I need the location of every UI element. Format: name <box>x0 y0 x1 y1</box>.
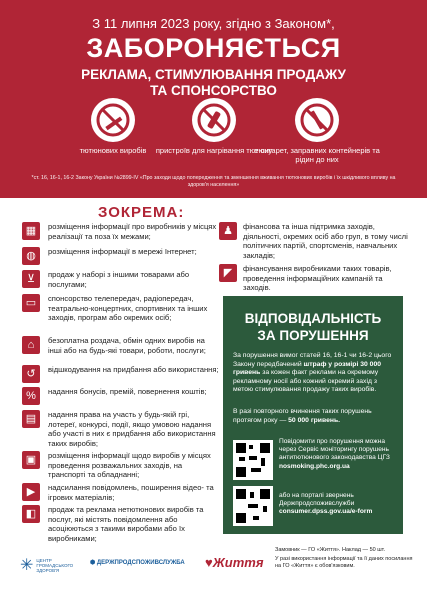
store-icon: ▦ <box>22 222 40 240</box>
video-icon: ▶ <box>22 483 40 501</box>
ticket-icon: ▤ <box>22 410 40 428</box>
header-banner <box>0 0 427 198</box>
subtitle-line-1: РЕКЛАМА, СТИМУЛЮВАННЯ ПРОДАЖУ <box>81 67 346 82</box>
responsibility-title: ВІДПОВІДАЛЬНІСТЬ ЗА ПОРУШЕННЯ <box>244 311 382 343</box>
sponsor-icon: ♟ <box>219 222 237 240</box>
subtitle-line-2: ТА СПОНСОРСТВО <box>150 83 277 98</box>
order-info: Замовник — ГО «Життя». Наклад — 50 шт. У разі використання інформації та її даних посилання на ГО «Життя» є обов'язковим. <box>275 547 413 569</box>
section-heading: ЗОКРЕМА: <box>98 204 185 221</box>
ban-label-ecigarettes: е-сигарет, заправних контейнерів та рідин до них <box>254 146 380 164</box>
product-icon: ◧ <box>22 505 40 523</box>
fine-text: За порушення вимог статей 16, 16-1 чи 16-2 цього Закону передбачений штраф у розмірі 30 000 гривень за кожен факт реклами на окремому рекламному носії або кожний окремий захід з метою стимулювання продажу таких виробів. <box>233 352 392 394</box>
report-text-phc: Повідомити про порушення можна через Сервіс моніторингу порушень антитютюнового законодавства ЦГЗ nosmoking.phc.org.ua <box>279 438 390 470</box>
gift-icon: ⌂ <box>22 336 40 354</box>
ban-item-ecigarettes <box>252 98 382 164</box>
logo-phc: ✳ ЦЕНТР ГРОМАДСЬКОГО ЗДОРОВ'Я <box>20 557 74 574</box>
no-cigarette-icon <box>91 98 135 142</box>
logo-dpss-icon: ⬢ <box>90 560 97 566</box>
page-title: ЗАБОРОНЯЄТЬСЯ <box>86 33 341 63</box>
logo-phc-icon: ✳ <box>20 557 34 574</box>
refund-icon: ↺ <box>22 365 40 383</box>
ban-label-heaters: пристроїв для нагрівання тютюну <box>155 146 273 155</box>
intro-text: З 11 липня 2023 року, згідно з Законом*, <box>92 16 335 31</box>
megaphone-icon: ◤ <box>219 264 237 282</box>
logo-dpss: ⬢ ДЕРЖПРОДСПОЖИВСЛУЖБА <box>90 560 185 566</box>
footnote: *ст. 16, 16-1, 16-2 Закону України №2899-IV «Про заходи щодо попередження та зменшення вживання тютюнових виробів і їх шкідливого впливу на здоров'я населення» <box>31 175 396 188</box>
qr-code-icon[interactable] <box>233 440 273 480</box>
heart-icon: ♥ <box>205 555 213 570</box>
globe-icon: ◍ <box>22 247 40 265</box>
no-heater-icon <box>192 98 236 142</box>
responsibility-box <box>223 296 403 534</box>
footer <box>0 545 427 600</box>
qr-code-icon[interactable] <box>233 486 273 526</box>
tv-icon: ▭ <box>22 294 40 312</box>
logo-zhyttia: ♥Життя <box>205 555 264 570</box>
repeat-fine-text: В разі повторного вчинення таких порушень протягом року — 50 000 гривень. <box>233 408 372 424</box>
poster: З 11 липня 2023 року, згідно з Законом*, ЗАБОРОНЯЄТЬСЯ РЕКЛАМА, СТИМУЛЮВАННЯ ПРОДАЖУ ТА СПОНСОРСТВО тютюнових виробів пристроїв для нагрівання тютюну е-сигарет, заправних контейнерів та рідин до них *ст. 16, 16-1, 16-2 Закону України №2899-IV «Про заходи щодо попередження та зменшення вживання тютюнових виробів і їх шкідливого впливу на здоров'я населення» ЗОКРЕМА: ▦ розміщення інформації про виробників у місцях реалізації та поза їх межами; ◍ розміщення інформації в мережі Інтернет; ⊻ продаж у наборі з іншими товарами або послугами; ▭ спонсорство телепередач, радіопередач, театрально-концертних, спортивних та інших заходів, програм або окремих осіб; ⌂ безоплатна роздача, обмін одних виробів на інші або на будь-які товари, роботи, послуги; ↺ відшкодування на придбання або використання; % надання бонусів, премій, повернення коштів; ▤ надання права на участь у будь-якій грі, лотереї, конкурсі, події, якщо умовою надання або участі в них є придбання або використання таких виробів; ▣ розміщення інформації щодо виробів у місцях проведення розважальних заходів, на транспорті та обладнанні; ▶ надсилання повідомлень, поширення відео- та ігрових матеріалів; ◧ продаж та реклама нетютюнових виробів та послуг, які містять повідомлення або асоціюються з такими виробами або їх виробниками; ♟ фінансова та інша підтримка заходів, діяльності, окремих осіб або груп, в тому числі політичних партій, спортсменів, навчальних закладів; ◤ фінансування виробниками таких товарів, проведення інформаційних кампаній та заходів. ВІДПОВІДАЛЬНІСТЬ ЗА ПОРУШЕННЯ За порушення вимог статей 16, 16-1 чи 16-2 цього Закону передбачений штраф у розмірі 30 000 гривень за кожен факт реклами на окремому рекламному носії або кожний окремий захід з метою стимулювання продажу таких виробів. В разі повторного вчинення таких порушень протягом року — 50 000 гривень. Повідомити про порушення можна через Сервіс моніторингу порушень антитютюнового законодавства ЦГЗ nosmoking.phc.org.ua або на порталі звернень Держпродспоживслужби consumer.dpss.gov.ua/e-form ✳ ЦЕНТР ГРОМАДСЬКОГО ЗДОРОВ'Я ⬢ ДЕРЖПРОДСПОЖИВСЛУЖБА ♥Життя Замовник — ГО «Життя». Наклад — 50 шт. У разі використання інформації та її даних посилання на ГО «Життя» є обов'язковим. <box>0 0 427 600</box>
ban-label-cigarettes: тютюнових виробів <box>79 146 147 155</box>
bus-icon: ▣ <box>22 451 40 469</box>
cart-icon: ⊻ <box>22 270 40 288</box>
subtitle <box>0 67 427 99</box>
bonus-icon: % <box>22 387 40 405</box>
report-text-dpss: або на порталі звернень Держпродспоживслужби consumer.dpss.gov.ua/e-form <box>279 492 373 516</box>
no-vape-icon <box>295 98 339 142</box>
